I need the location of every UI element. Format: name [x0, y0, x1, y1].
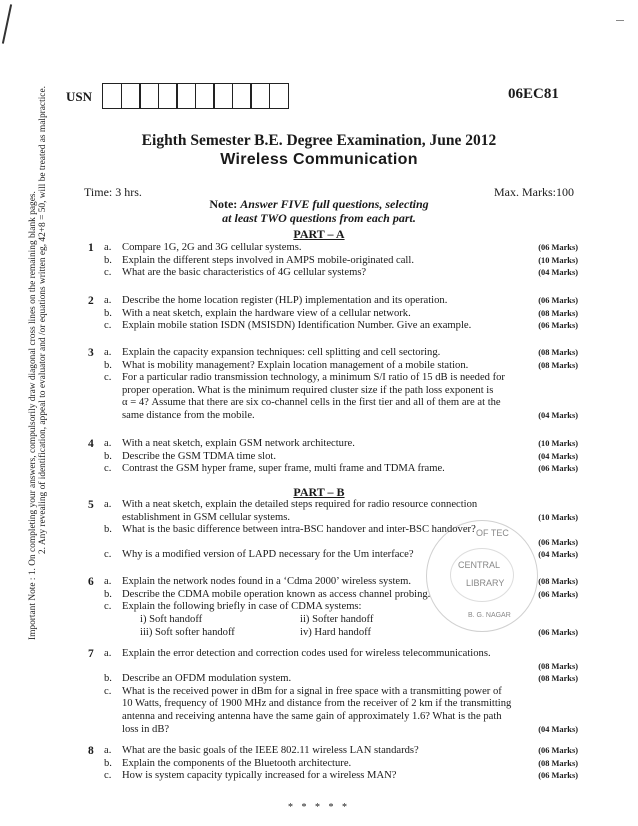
marks-label: (06 Marks): [538, 746, 578, 755]
library-stamp-inner: [450, 548, 514, 602]
usn-box: [158, 83, 178, 109]
usn-box: [195, 83, 215, 109]
instructions-note: [0, 197, 638, 225]
question-text: proper operation. What is the minimum required cluster size if the path loss exponent is: [122, 384, 494, 396]
subquestion-label: c.: [104, 601, 112, 613]
marks-label: (06 Marks): [538, 464, 578, 474]
cdma-item: iv) Hard handoff: [300, 626, 371, 638]
exam-title: Eighth Semester B.E. Degree Examination, June 2012: [141, 132, 497, 149]
usn-label: USN: [66, 89, 93, 104]
question-text: Describe the CDMA mobile operation known as access channel probing.: [122, 588, 431, 600]
subquestion-label: a.: [104, 295, 112, 306]
question-text: Contrast the GSM hyper frame, super frame, multi frame and TDMA frame.: [122, 463, 445, 475]
question-text: With a neat sketch, explain GSM network architecture.: [122, 438, 355, 449]
marks-label: (06 Marks): [538, 243, 578, 252]
usn-box: [102, 83, 122, 109]
question-number: 4: [88, 438, 94, 450]
question-text: What are the basic goals of the IEEE 802.11 wireless LAN standards?: [122, 745, 419, 756]
usn-box: [176, 83, 196, 109]
usn-box: [213, 83, 233, 109]
subquestion-label: b.: [104, 757, 112, 769]
usn-box: [232, 83, 252, 109]
question-text: For a particular radio transmission technology, a minimum S/I ratio of 15 dB is needed for: [122, 372, 505, 384]
subquestion-label: c.: [104, 320, 112, 332]
question-text: Describe the home location register (HLP) implementation and its operation.: [122, 295, 448, 306]
subquestion-label: b.: [104, 673, 112, 685]
question-text: Describe the GSM TDMA time slot.: [122, 450, 276, 462]
subquestion-label: c.: [104, 267, 112, 279]
question-text: loss in dB?: [122, 723, 170, 735]
question-number: 8: [88, 745, 94, 757]
marks-label: (10 Marks): [538, 512, 578, 522]
subquestion-label: a.: [104, 576, 112, 587]
question-text: What is mobility management? Explain location management of a mobile station.: [122, 359, 469, 371]
subquestion-label: a.: [104, 648, 112, 659]
marks-label: (06 Marks): [538, 771, 578, 781]
question-text: With a neat sketch, explain the detailed steps required for radio resource connection: [122, 499, 478, 510]
question-number: 5: [88, 499, 94, 511]
question-number: 1: [88, 242, 94, 254]
question-number: 6: [88, 576, 94, 588]
subquestion-label: c.: [104, 372, 112, 384]
subject-title: Wireless Communication: [220, 151, 418, 168]
marks-label: (06 Marks): [538, 627, 578, 637]
marks-label: (08 Marks): [538, 577, 578, 586]
subquestion-label: c.: [104, 463, 112, 475]
question-text: What are the basic characteristics of 4G cellular systems?: [122, 267, 367, 279]
pen-mark: [616, 20, 624, 21]
stamp-text-top: OF TEC: [476, 528, 509, 538]
subquestion-label: a.: [104, 242, 112, 253]
question-text: antenna and receiving antenna have the same gain of approximately 1.6? What is the path: [122, 711, 502, 722]
subquestion-label: b.: [104, 254, 112, 266]
subquestion-label: c.: [104, 770, 112, 782]
question-text: Explain the following briefly in case of CDMA systems:: [122, 601, 362, 613]
pen-mark: [2, 4, 12, 44]
question-text: Explain mobile station ISDN (MSISDN) Identification Number. Give an example.: [122, 320, 472, 332]
question-text: Compare 1G, 2G and 3G cellular systems.: [122, 242, 302, 253]
question-text: same distance from the mobile.: [122, 410, 255, 421]
stamp-text-center: CENTRAL: [458, 560, 501, 570]
marks-label: (06 Marks): [538, 537, 578, 547]
question-text: With a neat sketch, explain the hardware view of a cellular network.: [122, 307, 411, 319]
marks-label: (04 Marks): [538, 550, 578, 560]
question-text: Explain the different steps involved in AMPS mobile-originated call.: [122, 254, 414, 266]
question-text: What is the basic difference between intra-BSC handover and inter-BSC handover?: [122, 524, 476, 536]
question-number: 7: [88, 648, 94, 660]
end-stars: * * * * *: [288, 802, 350, 813]
note-line-1: Answer FIVE full questions, selecting: [240, 197, 429, 211]
marks-label: (08 Marks): [538, 674, 578, 684]
question-text: Describe an OFDM modulation system.: [122, 673, 292, 685]
question-text: establishment in GSM cellular systems.: [122, 511, 291, 523]
marks-label: (06 Marks): [538, 589, 578, 599]
marks-label: (04 Marks): [538, 451, 578, 461]
stamp-text-library: LIBRARY: [466, 578, 505, 588]
question-number: 3: [88, 347, 94, 359]
marks-label: (06 Marks): [538, 296, 578, 305]
cdma-item: iii) Soft softer handoff: [140, 626, 235, 638]
usn-box: [139, 83, 159, 109]
usn-box: [269, 83, 289, 109]
marks-label: (08 Marks): [538, 308, 578, 318]
question-text: Why is a modified version of LAPD necessary for the Um interface?: [122, 549, 414, 561]
marks-label: (10 Marks): [538, 255, 578, 265]
question-text: 10 Watts, frequency of 1900 MHz and distance from the receiver of 2 km if the transmitting: [122, 698, 512, 710]
marks-label: (08 Marks): [538, 360, 578, 370]
question-text: Explain the network nodes found in a ‘Cdma 2000’ wireless system.: [122, 576, 412, 587]
marks-label: (10 Marks): [538, 439, 578, 448]
subquestion-label: b.: [104, 359, 112, 371]
note-prefix: Note:: [209, 197, 238, 211]
marks-label: (06 Marks): [538, 321, 578, 331]
marks-label: (08 Marks): [538, 661, 578, 671]
subquestion-label: a.: [104, 347, 112, 358]
part-a-heading: PART – A: [293, 227, 345, 241]
subquestion-label: b.: [104, 588, 112, 600]
max-marks: Max. Marks:100: [494, 185, 574, 199]
time-allowed: Time: 3 hrs.: [84, 185, 142, 199]
note-line-2: at least TWO questions from each part.: [222, 211, 416, 225]
side-note-line-2: 2. Any revealing of identification, appeal to evaluator and /or equations written eg, 42+8 = 50, will be treated as malpractice.: [38, 86, 48, 554]
subquestion-label: a.: [104, 499, 112, 510]
subquestion-label: b.: [104, 307, 112, 319]
question-text: Explain the error detection and correction codes used for wireless telecommunications.: [122, 648, 491, 659]
subquestion-label: b.: [104, 450, 112, 462]
question-text: α = 4? Assume that there are six co-channel cells in the first tier and all of them are at the: [122, 397, 501, 409]
course-code: 06EC81: [508, 86, 559, 102]
cdma-item: i) Soft handoff: [140, 614, 203, 625]
question-text: Explain the capacity expansion techniques: cell splitting and cell sectoring.: [122, 347, 441, 358]
question-text: Explain the components of the Bluetooth architecture.: [122, 757, 352, 769]
stamp-text-bottom: B. G. NAGAR: [468, 612, 511, 619]
subquestion-label: c.: [104, 685, 112, 697]
question-text: How is system capacity typically increased for a wireless MAN?: [122, 770, 397, 782]
marks-label: (04 Marks): [538, 268, 578, 278]
subquestion-label: c.: [104, 549, 112, 561]
marks-label: (04 Marks): [538, 411, 578, 420]
marks-label: (08 Marks): [538, 348, 578, 357]
usn-boxes: [102, 83, 287, 109]
cdma-item: ii) Softer handoff: [300, 614, 374, 625]
side-note-line-1: Important Note : 1. On completing your answers, compulsorily draw diagonal cross lines on the remaining blank pages.: [28, 191, 38, 640]
subquestion-label: b.: [104, 524, 112, 536]
marks-label: (08 Marks): [538, 758, 578, 768]
usn-box: [250, 83, 270, 109]
subquestion-label: a.: [104, 745, 112, 756]
question-number: 2: [88, 295, 94, 307]
usn-box: [121, 83, 141, 109]
question-text: What is the received power in dBm for a signal in free space with a transmitting power of: [122, 685, 502, 697]
marks-label: (04 Marks): [538, 724, 578, 734]
subquestion-label: a.: [104, 438, 112, 449]
part-b-heading: PART – B: [293, 485, 345, 499]
side-note: [28, 0, 48, 640]
